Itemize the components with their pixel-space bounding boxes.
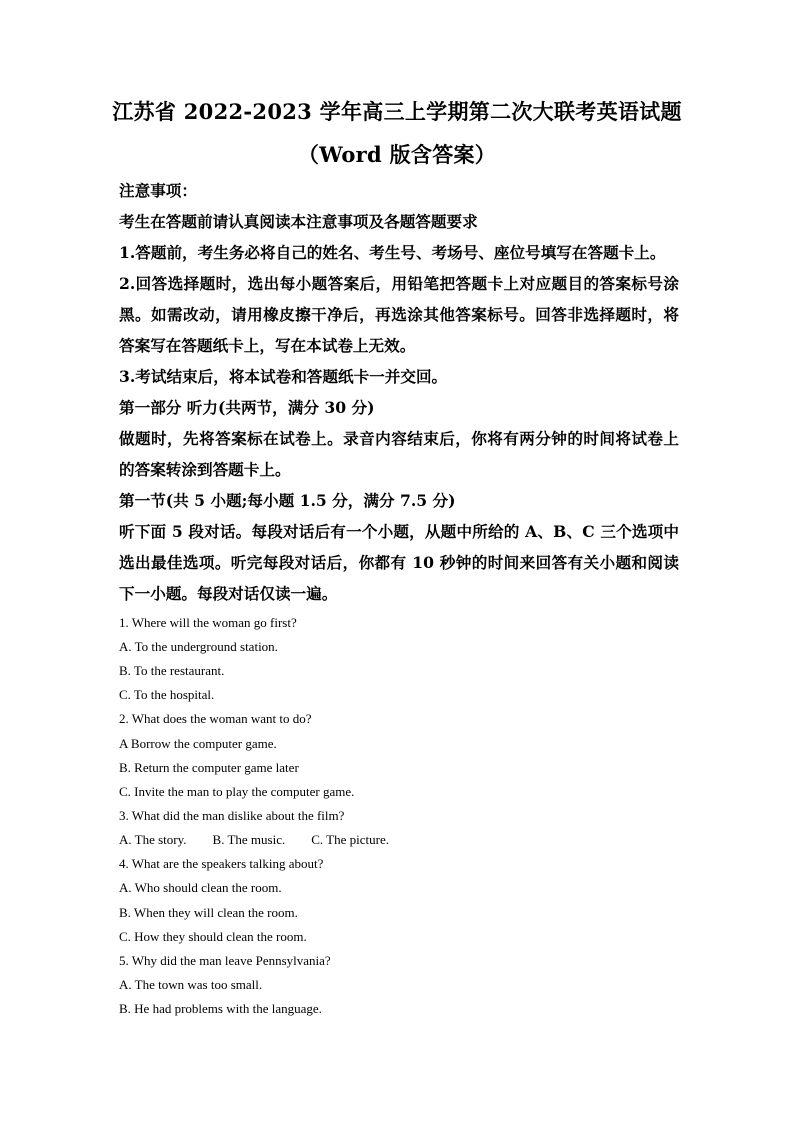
question-4: 4. What are the speakers talking about?	[119, 856, 324, 871]
document-subtitle: （Word 版含答案）	[297, 142, 497, 167]
option-line: C. How they should clean the room.	[119, 929, 307, 944]
rule-2: 2.回答选择题时，选出每小题答案后，用铅笔把答题卡上对应题目的答案标号涂黑。如需改动，请用橡皮擦干净后，再选涂其他答案标号。回答非选择题时，将答案写在答题纸卡上，写在本试卷上无效。	[119, 274, 679, 355]
option-line: C. Invite the man to play the computer game.	[119, 784, 355, 799]
option-line: A Borrow the computer game.	[119, 736, 277, 751]
part-1-instructions: 做题时，先将答案标在试卷上。录音内容结束后，你将有两分钟的时间将试卷上的答案转涂到答题卡上。	[119, 429, 679, 479]
section-1-instructions: 听下面 5 段对话。每段对话后有一个小题，从题中所给的 A、B、C 三个选项中选出最佳选项。听完每段对话后，你都有 10 秒钟的时间来回答有关小题和阅读下一小题。每段对话仅读一遍。	[119, 522, 679, 603]
question-3: 3. What did the man dislike about the film?	[119, 808, 345, 823]
rule-1: 1.答题前，考生务必将自己的姓名、考生号、考场号、座位号填写在答题卡上。	[119, 243, 666, 262]
option-line: B. To the restaurant.	[119, 663, 225, 678]
option-line: A. Who should clean the room.	[119, 880, 282, 895]
option-line: B. When they will clean the room.	[119, 905, 298, 920]
section-1-heading: 第一节(共 5 小题;每小题 1.5 分，满分 7.5 分)	[119, 491, 456, 510]
option-line: A. To the underground station.	[119, 639, 278, 654]
document-title: 江苏省 2022-2023 学年高三上学期第二次大联考英语试题	[112, 99, 682, 124]
question-1: 1. Where will the woman go first?	[119, 615, 297, 630]
notice-heading: 注意事项：	[119, 181, 197, 200]
instructions-block	[119, 175, 679, 609]
option-line: B. He had problems with the language.	[119, 1001, 322, 1016]
question-5: 5. Why did the man leave Pennsylvania?	[119, 953, 331, 968]
part-1-heading: 第一部分 听力(共两节，满分 30 分)	[119, 398, 375, 417]
notice-intro: 考生在答题前请认真阅读本注意事项及各题答题要求	[119, 212, 478, 231]
option-line: B. Return the computer game later	[119, 760, 299, 775]
option-line: A. The story. B. The music. C. The picture.	[119, 832, 389, 847]
option-line: A. The town was too small.	[119, 977, 263, 992]
option-line: C. To the hospital.	[119, 687, 215, 702]
question-2: 2. What does the woman want to do?	[119, 711, 312, 726]
rule-3: 3.考试结束后，将本试卷和答题纸卡一并交回。	[119, 367, 448, 386]
